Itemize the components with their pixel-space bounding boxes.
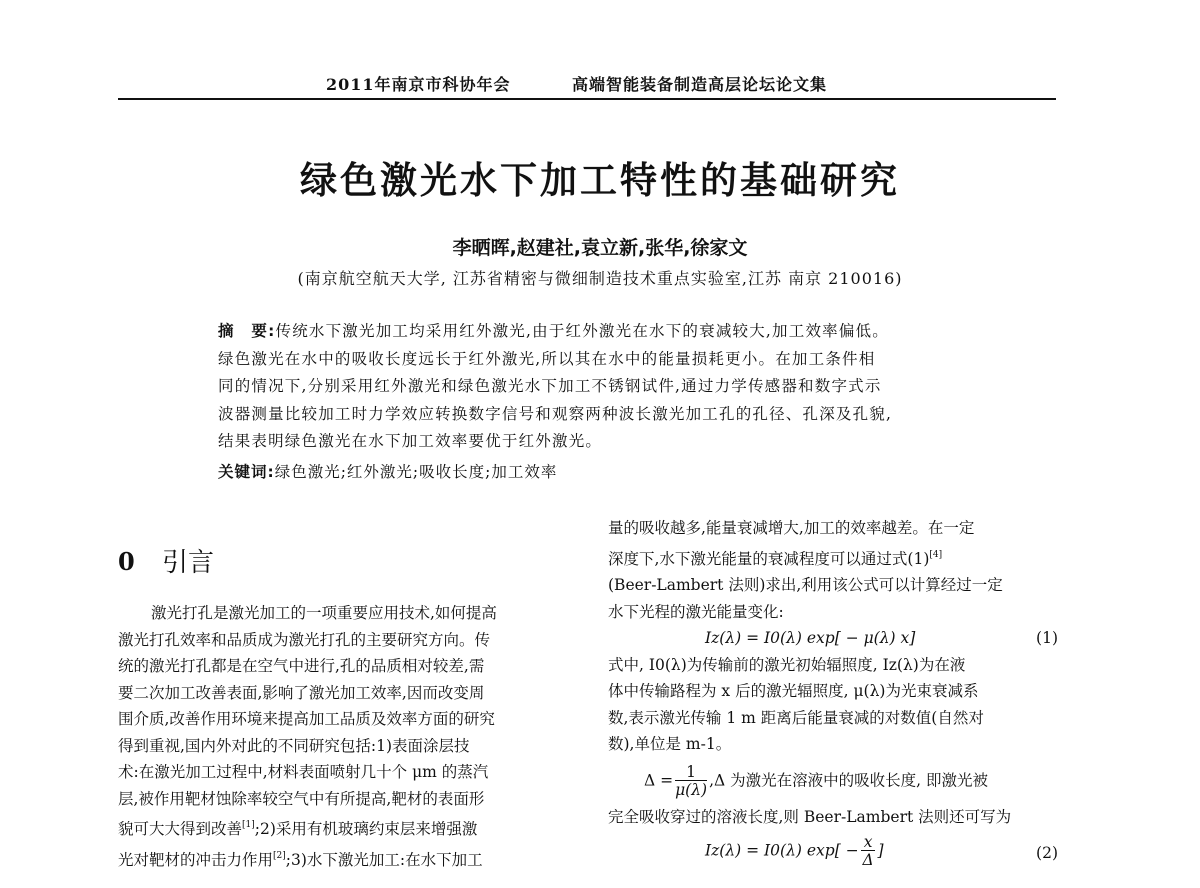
affiliation: (南京航空航天大学, 江苏省精密与微细制造技术重点实验室,江苏 南京 210016)	[297, 269, 903, 288]
abstract-text: 传统水下激光加工均采用红外激光,由于红外激光在水下的衰减较大,加工效率偏低。	[275, 322, 889, 340]
body-line	[118, 812, 574, 843]
body-line	[118, 843, 574, 874]
right-column	[608, 515, 1058, 869]
equation-number: (1)	[1036, 629, 1058, 647]
fraction-denominator: Δ	[862, 851, 874, 869]
body-line: (Beer-Lambert 法则)求出,利用该公式可以计算经过一定	[608, 576, 1003, 594]
body-line: 数,表示激光传输 1 m 距离后能量衰减的对数值(自然对	[608, 708, 984, 727]
fraction-denominator: μ(λ)	[675, 780, 708, 799]
body-text: 貌可大大得到改善	[118, 820, 243, 838]
body-line: 激光打孔是激光加工的一项重要应用技术,如何提高	[151, 604, 497, 622]
abstract	[218, 318, 970, 456]
body-text: 深度下,水下激光能量的衰减程度可以通过式(1)	[608, 549, 930, 568]
body-line: 数),单位是 m-1。	[608, 735, 732, 753]
abstract-line	[218, 318, 970, 346]
body-line: 量的吸收越多,能量衰减增大,加工的效率越差。在一定	[608, 519, 975, 537]
header-conference: 2011年南京市科协年会	[326, 75, 511, 94]
body-text: ;3)水下激光加工:在水下加工	[285, 850, 483, 869]
body-line: 层,被作用靶材蚀除率较空气中有所提高,靶材的表面形	[118, 789, 485, 808]
abstract-line: 绿色激光在水中的吸收长度远长于红外激光,所以其在水中的能量损耗更小。在加工条件相	[218, 349, 876, 368]
delta-lhs: Δ =	[644, 771, 674, 789]
body-line: 统的激光打孔都是在空气中进行,孔的品质相对较差,需	[118, 657, 485, 675]
fraction-numerator: x	[861, 834, 876, 851]
keywords-text: 绿色激光;红外激光;吸收长度;加工效率	[274, 463, 558, 481]
keywords	[218, 460, 557, 482]
body-text: ;2)采用有机玻璃约束层来增强激	[254, 820, 478, 838]
left-column	[118, 600, 574, 873]
delta-fraction	[675, 764, 707, 799]
abstract-line: 波器测量比较加工时力学效应转换数字信号和观察两种波长激光加工孔的孔径、孔深及孔貌,	[218, 404, 893, 423]
body-line: 式中, I0(λ)为传输前的激光初始辐照度, Iz(λ)为在液	[608, 655, 966, 674]
authors: 李晒晖,赵建社,袁立新,张华,徐家文	[452, 237, 748, 259]
keywords-label: 关键词:	[218, 463, 275, 481]
header-rule	[118, 98, 1056, 100]
equation-lhs: Iz(λ) = I0(λ) exp[ −	[705, 841, 859, 860]
equation-body	[705, 834, 884, 869]
abstract-line: 结果表明绿色激光在水下加工效率要优于红外激光。	[218, 432, 603, 450]
body-line: 完全吸收穿过的溶液长度,则 Beer-Lambert 法则还可写为	[608, 807, 1012, 826]
equation-rhs: ]	[877, 841, 884, 860]
citation-ref: [4]	[929, 549, 943, 560]
body-line: 术:在激光加工过程中,材料表面喷射几十个 μm 的蒸汽	[118, 763, 489, 781]
section-title: 引言	[162, 548, 215, 578]
equation-1	[608, 625, 1058, 652]
body-text: 光对靶材的冲击力作用	[118, 850, 274, 869]
equation-body: Iz(λ) = I0(λ) exp[ − μ(λ) x]	[705, 629, 916, 647]
header-proceedings: 高端智能装备制造高层论坛论文集	[572, 75, 828, 94]
equation-fraction	[861, 834, 876, 869]
citation-ref: [2]	[273, 850, 286, 861]
equation-2	[608, 830, 1058, 869]
body-line: 围介质,改善作用环境来提高加工品质及效率方面的研究	[118, 710, 495, 728]
body-line: 激光打孔效率和品质成为激光打孔的主要研究方向。传	[118, 630, 491, 649]
fraction-numerator: 1	[675, 764, 707, 781]
delta-definition	[608, 764, 1058, 804]
paper-title: 绿色激光水下加工特性的基础研究	[300, 159, 900, 202]
body-line	[608, 542, 1058, 573]
body-line: 得到重视,国内外对此的不同研究包括:1)表面涂层技	[118, 736, 470, 755]
abstract-line: 同的情况下,分别采用红外激光和绿色激光水下加工不锈钢试件,通过力学传感器和数字式示	[218, 377, 882, 395]
body-text: ,Δ 为激光在溶液中的吸收长度, 即激光被	[709, 771, 989, 789]
body-line: 水下光程的激光能量变化:	[608, 602, 784, 621]
abstract-label: 摘 要:	[218, 322, 276, 340]
body-line: 体中传输路程为 x 后的激光辐照度, μ(λ)为光束衰减系	[608, 682, 979, 700]
body-line: 要二次加工改善表面,影响了激光加工效率,因而改变周	[118, 683, 485, 702]
section-number: 0	[118, 547, 135, 576]
equation-number: (2)	[1036, 844, 1058, 862]
citation-ref: [1]	[242, 820, 255, 830]
